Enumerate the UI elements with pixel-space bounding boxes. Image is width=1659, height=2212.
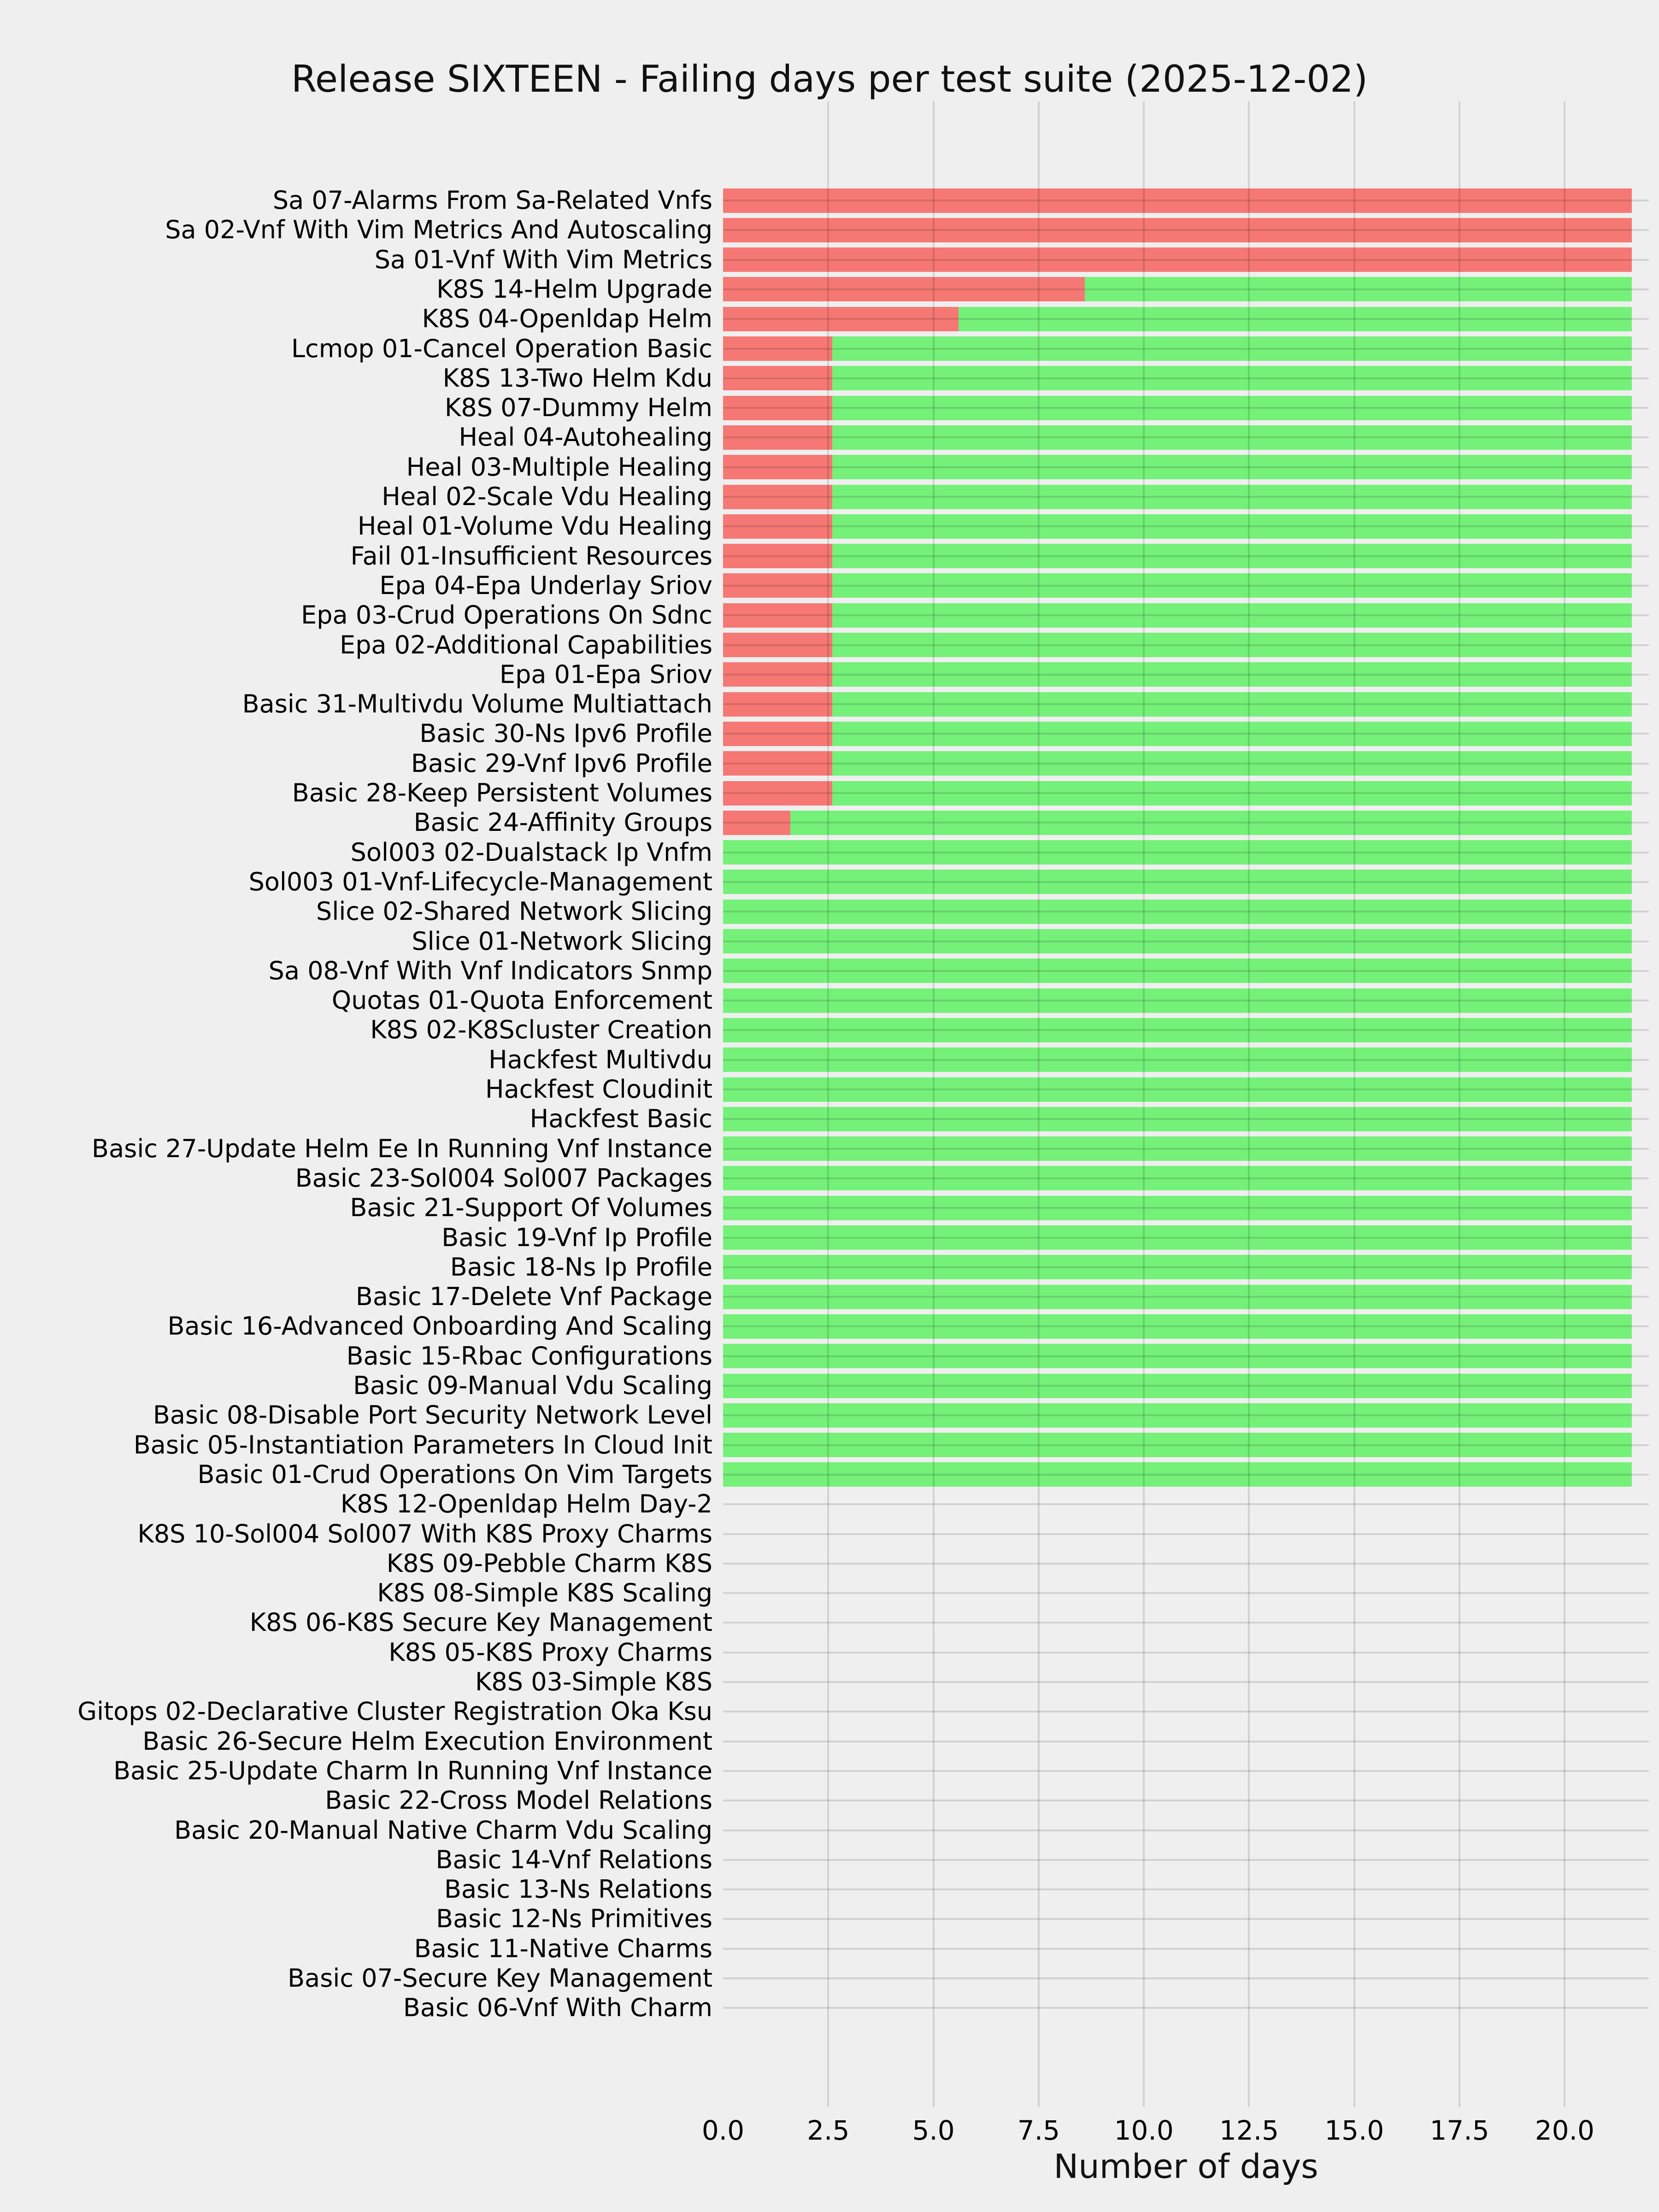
suite-label: Gitops 02-Declarative Cluster Registration Oka Ksu — [77, 1697, 712, 1726]
suite-label: Hackfest Basic — [529, 1104, 712, 1134]
suite-label: Epa 01-Epa Sriov — [500, 659, 712, 689]
h-gridline — [723, 1711, 1649, 1712]
v-gridline — [1564, 101, 1565, 2107]
suite-label: K8S 09-Pebble Charm K8S — [386, 1548, 712, 1578]
v-gridline — [1459, 101, 1460, 2107]
suite-label: Epa 04-Epa Underlay Sriov — [379, 571, 712, 600]
suite-label: Sa 02-Vnf With Vim Metrics And Autoscaling — [165, 215, 712, 245]
suite-label: Sol003 01-Vnf-Lifecycle-Management — [248, 867, 712, 896]
suite-label: K8S 10-Sol004 Sol007 With K8S Proxy Charms — [137, 1519, 712, 1548]
h-gridline — [723, 259, 1649, 261]
h-gridline — [723, 496, 1649, 498]
suite-label: Basic 27-Update Helm Ee In Running Vnf Instance — [92, 1134, 712, 1163]
h-gridline — [723, 288, 1649, 290]
h-gridline — [723, 614, 1649, 616]
h-gridline — [723, 229, 1649, 231]
suite-label: Heal 03-Multiple Healing — [406, 452, 712, 482]
h-gridline — [723, 1622, 1649, 1624]
h-gridline — [723, 1118, 1649, 1120]
h-gridline — [723, 1503, 1649, 1505]
h-gridline — [723, 852, 1649, 853]
h-gridline — [723, 1563, 1649, 1565]
suite-label: Lcmop 01-Cancel Operation Basic — [291, 334, 712, 363]
x-tick-label: 10.0 — [1114, 2115, 1174, 2146]
h-gridline — [723, 1059, 1649, 1061]
suite-label: Basic 17-Delete Vnf Package — [355, 1282, 712, 1312]
h-gridline — [723, 1414, 1649, 1416]
h-gridline — [723, 881, 1649, 883]
suite-label: Basic 06-Vnf With Charm — [403, 1993, 712, 2023]
suite-label: Basic 21-Support Of Volumes — [350, 1193, 712, 1223]
h-gridline — [723, 1444, 1649, 1446]
suite-label: K8S 03-Simple K8S — [475, 1667, 712, 1696]
suite-label: Heal 04-Autohealing — [459, 423, 712, 452]
h-gridline — [723, 1029, 1649, 1031]
h-gridline — [723, 1770, 1649, 1772]
suite-label: Sol003 02-Dualstack Ip Vnfm — [350, 837, 712, 867]
h-gridline — [723, 377, 1649, 379]
h-gridline — [723, 466, 1649, 468]
x-tick-label: 15.0 — [1324, 2115, 1384, 2146]
h-gridline — [723, 703, 1649, 705]
h-gridline — [723, 1888, 1649, 1890]
suite-label: Heal 02-Scale Vdu Healing — [382, 482, 712, 511]
h-gridline — [723, 1918, 1649, 1920]
h-gridline — [723, 1237, 1649, 1239]
suite-label: Slice 02-Shared Network Slicing — [316, 897, 712, 926]
suite-label: Basic 31-Multivdu Volume Multiattach — [242, 689, 712, 719]
suite-label: K8S 13-Two Helm Kdu — [442, 363, 712, 393]
h-gridline — [723, 200, 1649, 201]
suite-label: Basic 22-Cross Model Relations — [325, 1786, 712, 1815]
suite-label: Hackfest Multivdu — [488, 1045, 712, 1074]
suite-label: Basic 18-Ns Ip Profile — [450, 1252, 712, 1282]
suite-label: Sa 08-Vnf With Vnf Indicators Snmp — [268, 956, 712, 985]
h-gridline — [723, 792, 1649, 794]
suite-label: Hackfest Cloudinit — [485, 1075, 712, 1104]
suite-label: Epa 03-Crud Operations On Sdnc — [301, 600, 712, 630]
suite-label: Sa 07-Alarms From Sa-Related Vnfs — [272, 186, 712, 215]
h-gridline — [723, 941, 1649, 942]
v-gridline — [827, 101, 829, 2107]
chart-title: Release SIXTEEN - Failing days per test suite (2025-12-02) — [291, 58, 1368, 100]
v-gridline — [1143, 101, 1145, 2107]
suite-label: Basic 25-Update Charm In Running Vnf Instance — [113, 1756, 712, 1785]
suite-label: Quotas 01-Quota Enforcement — [331, 986, 712, 1015]
suite-label: K8S 06-K8S Secure Key Management — [249, 1608, 712, 1637]
v-gridline — [933, 101, 935, 2107]
suite-label: Slice 01-Network Slicing — [412, 926, 712, 956]
suite-label: Epa 02-Additional Capabilities — [340, 630, 712, 659]
h-gridline — [723, 1830, 1649, 1831]
h-gridline — [723, 1148, 1649, 1150]
h-gridline — [723, 644, 1649, 646]
h-gridline — [723, 555, 1649, 557]
suite-label: Basic 07-Secure Key Management — [288, 1964, 712, 1993]
h-gridline — [723, 525, 1649, 527]
v-gridline — [1038, 101, 1040, 2107]
suite-label: Basic 24-Affinity Groups — [413, 808, 712, 837]
h-gridline — [723, 1533, 1649, 1535]
h-gridline — [723, 1652, 1649, 1653]
h-gridline — [723, 1088, 1649, 1090]
suite-label: Basic 15-Rbac Configurations — [346, 1341, 712, 1371]
suite-label: Basic 19-Vnf Ip Profile — [441, 1223, 712, 1252]
suite-label: Basic 16-Advanced Onboarding And Scaling — [167, 1312, 712, 1341]
x-tick-label: 2.5 — [807, 2115, 850, 2146]
h-gridline — [723, 1800, 1649, 1801]
suite-label: Basic 23-Sol004 Sol007 Packages — [295, 1163, 712, 1193]
v-gridline — [1248, 101, 1250, 2107]
x-tick-label: 5.0 — [912, 2115, 955, 2146]
suite-label: Basic 28-Keep Persistent Volumes — [292, 778, 712, 807]
suite-label: Heal 01-Volume Vdu Healing — [357, 512, 712, 541]
x-axis-title: Number of days — [1053, 2147, 1318, 2186]
suite-label: Basic 30-Ns Ipv6 Profile — [419, 719, 712, 748]
h-gridline — [723, 733, 1649, 735]
suite-label: K8S 02-K8Scluster Creation — [370, 1015, 712, 1045]
h-gridline — [723, 1296, 1649, 1298]
h-gridline — [723, 1266, 1649, 1268]
suite-label: Basic 01-Crud Operations On Vim Targets — [197, 1459, 712, 1489]
h-gridline — [723, 1385, 1649, 1387]
suite-label: Basic 11-Native Charms — [414, 1934, 712, 1963]
h-gridline — [723, 585, 1649, 587]
suite-label: Fail 01-Insufficient Resources — [350, 541, 712, 571]
h-gridline — [723, 1207, 1649, 1209]
suite-label: Basic 29-Vnf Ipv6 Profile — [411, 748, 712, 778]
suite-label: K8S 07-Dummy Helm — [445, 393, 712, 423]
x-tick-label: 0.0 — [701, 2115, 745, 2146]
h-gridline — [723, 1177, 1649, 1179]
suite-label: K8S 12-Openldap Helm Day-2 — [340, 1489, 712, 1519]
h-gridline — [723, 1474, 1649, 1476]
h-gridline — [723, 1859, 1649, 1861]
h-gridline — [723, 1681, 1649, 1683]
h-gridline — [723, 1355, 1649, 1357]
suite-label: Basic 05-Instantiation Parameters In Cloud Init — [133, 1430, 712, 1459]
h-gridline — [723, 911, 1649, 912]
h-gridline — [723, 1325, 1649, 1327]
h-gridline — [723, 1741, 1649, 1742]
x-tick-label: 7.5 — [1017, 2115, 1060, 2146]
suite-label: Basic 13-Ns Relations — [444, 1875, 712, 1904]
h-gridline — [723, 2007, 1649, 2009]
suite-label: K8S 14-Helm Upgrade — [436, 274, 712, 304]
h-gridline — [723, 436, 1649, 438]
h-gridline — [723, 407, 1649, 409]
suite-label: Basic 09-Manual Vdu Scaling — [353, 1371, 712, 1400]
suite-label: K8S 04-Openldap Helm — [422, 304, 712, 334]
suite-label: Basic 26-Secure Helm Execution Environment — [142, 1726, 712, 1756]
h-gridline — [723, 763, 1649, 765]
x-tick-label: 17.5 — [1430, 2115, 1489, 2146]
h-gridline — [723, 822, 1649, 824]
v-gridline — [1353, 101, 1355, 2107]
h-gridline — [723, 1592, 1649, 1594]
x-tick-label: 20.0 — [1535, 2115, 1594, 2146]
suite-label: K8S 05-K8S Proxy Charms — [388, 1637, 712, 1667]
h-gridline — [723, 970, 1649, 972]
h-gridline — [723, 674, 1649, 676]
h-gridline — [723, 1000, 1649, 1001]
x-tick-label: 12.5 — [1219, 2115, 1279, 2146]
suite-label: K8S 08-Simple K8S Scaling — [377, 1578, 712, 1608]
h-gridline — [723, 1948, 1649, 1950]
suite-label: Basic 20-Manual Native Charm Vdu Scaling — [174, 1815, 712, 1845]
suite-label: Sa 01-Vnf With Vim Metrics — [374, 245, 712, 274]
h-gridline — [723, 1977, 1649, 1979]
suite-label: Basic 08-Disable Port Security Network Level — [153, 1400, 712, 1430]
h-gridline — [723, 318, 1649, 320]
suite-label: Basic 14-Vnf Relations — [435, 1845, 712, 1874]
suite-label: Basic 12-Ns Primitives — [436, 1904, 712, 1934]
h-gridline — [723, 348, 1649, 350]
